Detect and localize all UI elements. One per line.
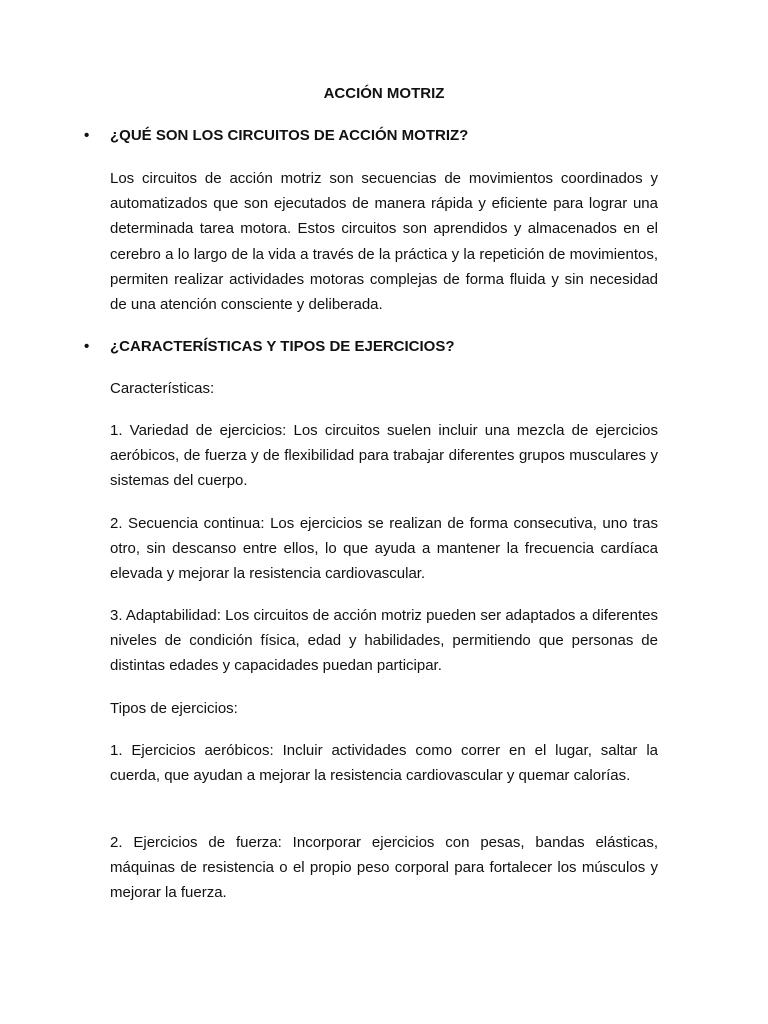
section-heading-circuitos [84, 127, 658, 145]
paragraph-definicion: Los circuitos de acción motriz son secuencias de movimientos coordinados y automatizados que son ejecutados de manera rápida y eficiente para lograr una determinada tarea motora. Estos circuitos son aprendidos y almacenados en el cerebro a lo largo de la vida a través de la práctica y la repetición de movimientos, permiten realizar actividades motoras complejas de forma fluida y sin necesidad de una atención consciente y deliberada. [110, 170, 658, 314]
types-label: Tipos de ejercicios: [110, 700, 238, 717]
bullet-icon: • [84, 127, 90, 144]
characteristic-item-1: 1. Variedad de ejercicios: Los circuitos suelen incluir una mezcla de ejercicios aeróbicos, de fuerza y de flexibilidad para trabajar diferentes grupos musculares y sistemas del cuerpo. [110, 422, 658, 490]
type-item-1: 1. Ejercicios aeróbicos: Incluir actividades como correr en el lugar, saltar la cuerda, que ayudan a mejorar la resistencia cardiovascular y quemar calorías. [110, 742, 658, 785]
characteristic-item-3: 3. Adaptabilidad: Los circuitos de acción motriz pueden ser adaptados a diferentes niveles de condición física, edad y habilidades, permitiendo que personas de distintas edades y capacidades puedan participar. [110, 607, 658, 675]
section-heading-text: ¿QUÉ SON LOS CIRCUITOS DE ACCIÓN MOTRIZ? [110, 127, 469, 144]
section-heading-text: ¿CARACTERÍSTICAS Y TIPOS DE EJERCICIOS? [110, 338, 455, 355]
document-title: ACCIÓN MOTRIZ [323, 85, 445, 102]
characteristic-item-2: 2. Secuencia continua: Los ejercicios se realizan de forma consecutiva, uno tras otro, sin descanso entre ellos, lo que ayuda a mantener la frecuencia cardíaca elevada y mejorar la resistencia cardiovascular. [110, 515, 658, 583]
type-item-2: 2. Ejercicios de fuerza: Incorporar ejercicios con pesas, bandas elásticas, máquinas de resistencia o el propio peso corporal para fortalecer los músculos y mejorar la fuerza. [110, 834, 658, 902]
bullet-icon: • [84, 338, 90, 355]
section-heading-caracteristicas [84, 338, 658, 356]
characteristics-label: Características: [110, 380, 215, 397]
